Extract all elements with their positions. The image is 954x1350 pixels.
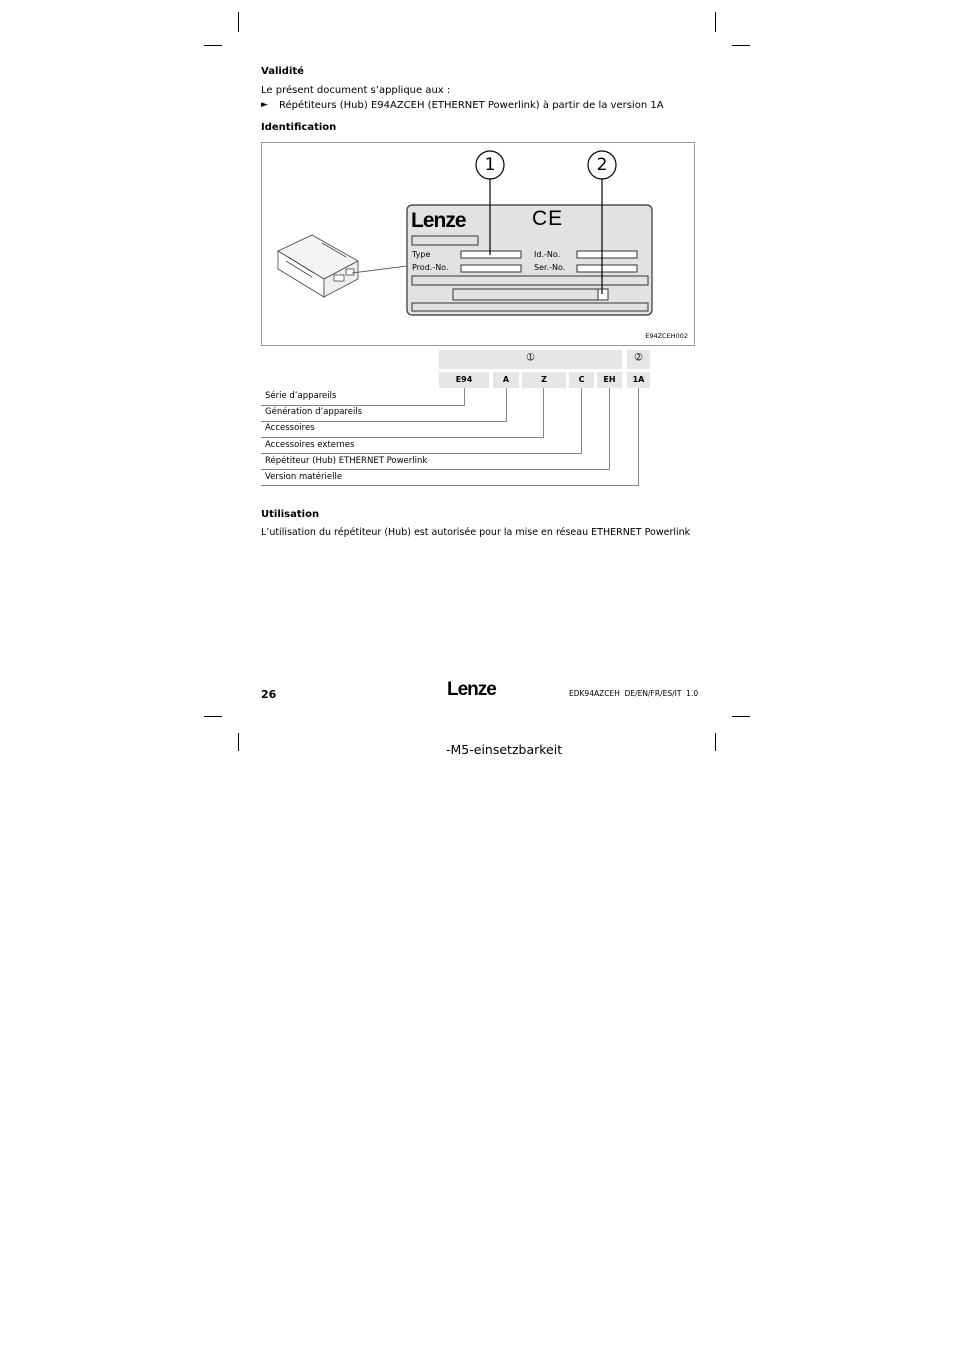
leader-line <box>352 266 407 273</box>
nameplate-drawing <box>262 143 694 345</box>
code-cell: EH <box>597 372 622 388</box>
row-underline <box>261 469 610 470</box>
label-id-no: Id.-No. <box>534 250 561 259</box>
bullet-marker: ► <box>261 100 268 110</box>
code-cell: 1A <box>627 372 650 388</box>
crop-mark <box>732 716 750 717</box>
connector <box>464 388 465 405</box>
ce-mark: CE <box>532 207 564 230</box>
footer-logo: Lenze <box>447 679 496 700</box>
code-row-label: Répétiteur (Hub) ETHERNET Powerlink <box>265 456 428 466</box>
row-underline <box>261 437 544 438</box>
row-underline <box>261 421 507 422</box>
code-cell: Z <box>522 372 566 388</box>
crop-mark <box>238 733 239 751</box>
crop-mark <box>715 733 716 751</box>
page-number: 26 <box>261 688 277 701</box>
utilisation-text: L’utilisation du répétiteur (Hub) est autorisée pour la mise en réseau ETHERNET Powerlink <box>261 527 691 538</box>
callout-1: 1 <box>484 155 496 175</box>
connector <box>506 388 507 421</box>
nameplate-brand: Lenze <box>411 209 466 232</box>
code-cell: A <box>493 372 519 388</box>
connector <box>638 388 639 485</box>
crop-mark <box>204 716 222 717</box>
code-row-label: Accessoires externes <box>265 440 355 450</box>
identification-heading: Identification <box>261 122 337 133</box>
row-underline <box>261 485 639 486</box>
row-underline <box>261 453 582 454</box>
crop-mark <box>204 45 222 46</box>
label-type: Type <box>412 250 431 259</box>
code-cell: E94 <box>439 372 489 388</box>
code-row-label: Génération d’appareils <box>265 407 363 417</box>
device-sketch <box>278 235 358 297</box>
code-row-label: Série d’appareils <box>265 391 337 401</box>
code-group-2-label: ➁ <box>634 353 643 363</box>
connector <box>581 388 582 453</box>
connector <box>543 388 544 437</box>
validite-bullet: Répétiteurs (Hub) E94AZCEH (ETHERNET Powerlink) à partir de la version 1A <box>279 100 664 111</box>
code-cell: C <box>569 372 594 388</box>
bottom-caption: -M5-einsetzbarkeit <box>446 742 563 757</box>
label-ser-no: Ser.-No. <box>534 263 566 272</box>
crop-mark <box>238 12 239 32</box>
crop-mark <box>732 45 750 46</box>
doc-reference: EDK94AZCEH DE/EN/FR/ES/IT 1.0 <box>569 689 699 698</box>
callout-2: 2 <box>596 155 608 175</box>
validite-heading: Validité <box>261 66 304 77</box>
figure-code: E94ZCEH002 <box>645 332 688 340</box>
connector <box>609 388 610 469</box>
code-row-label: Accessoires <box>265 423 315 433</box>
validite-intro: Le présent document s’applique aux : <box>261 85 451 96</box>
row-underline <box>261 405 465 406</box>
identification-figure <box>261 142 695 346</box>
label-prod-no: Prod.-No. <box>412 263 449 272</box>
crop-mark <box>715 12 716 32</box>
code-row-label: Version matérielle <box>265 472 343 482</box>
code-group-1-label: ➀ <box>526 353 535 363</box>
utilisation-heading: Utilisation <box>261 509 320 520</box>
